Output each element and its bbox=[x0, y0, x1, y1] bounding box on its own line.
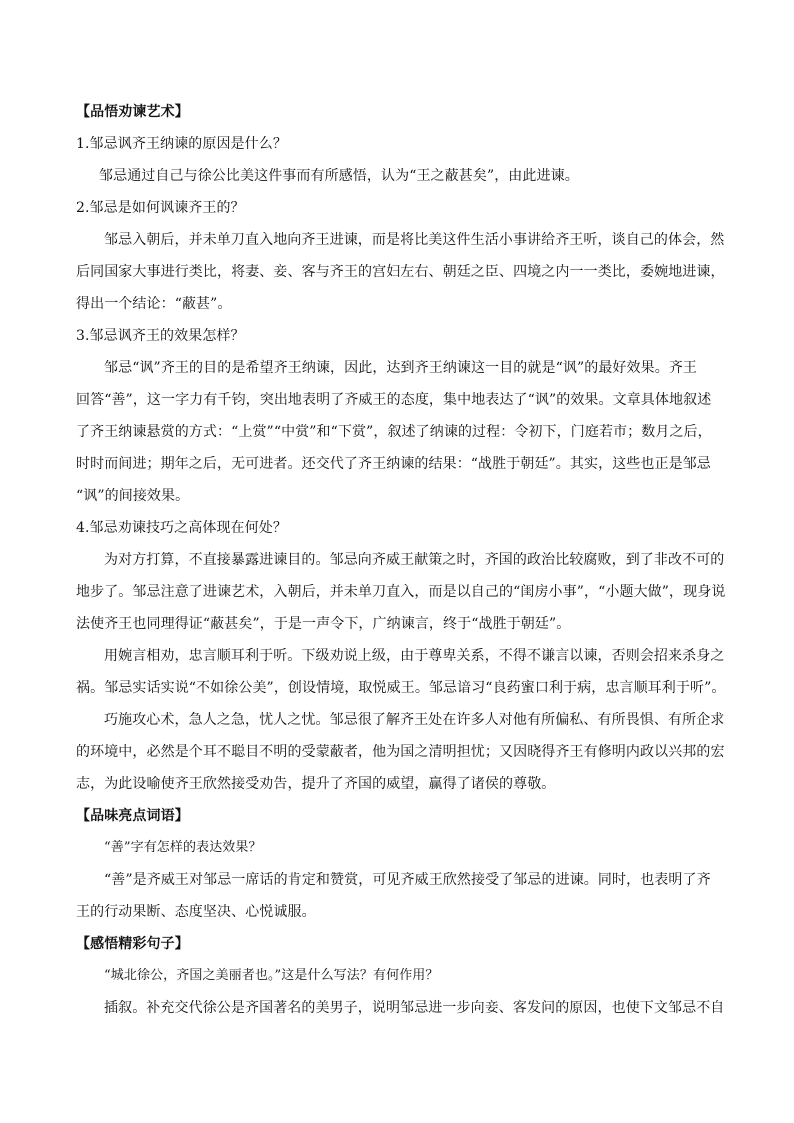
answer-4-para-1-line-3: 法使齐王也同理得证“蔽甚矣”，于是一声令下，广纳谏言，终于“战胜于朝廷”。 bbox=[76, 616, 571, 632]
answer-3-line-5: “讽”的间接效果。 bbox=[76, 488, 190, 504]
answer-sentence-line-1: 插叙。补充交代徐公是齐国著名的美男子，说明邹忌进一步向妾、客发问的原因，也使下文邹忌不自 bbox=[104, 1000, 725, 1016]
answer-4-para-3-line-1: 巧施攻心术，急人之急，忧人之忧。邹忌很了解齐王处在许多人对他有所偏私、有所畏惧、有所企求 bbox=[104, 712, 725, 728]
answer-4-para-2-line-1: 用婉言相劝，忠言顺耳利于听。下级劝说上级，由于尊卑关系，不得不谦言以谏，否则会招来杀身之 bbox=[104, 648, 725, 664]
answer-3-line-1: 邹忌“讽”齐王的目的是希望齐王纳谏，因此，达到齐王纳谏这一目的就是“讽”的最好效果。齐王 bbox=[104, 360, 698, 376]
question-1: 1.邹忌讽齐王纳谏的原因是什么？ bbox=[76, 136, 287, 152]
answer-3-line-4: 时时而间进；期年之后，无可进者。还交代了齐王纳谏的结果：“战胜于朝廷”。其实，这些也正是邹忌 bbox=[76, 456, 711, 472]
answer-2-line-1: 邹忌入朝后，并未单刀直入地向齐王进谏，而是将比美这件生活小事讲给齐王听，谈自己的体会，然 bbox=[104, 232, 725, 248]
answer-4-para-2-line-2: 祸。邹忌实话实说“不如徐公美”，创设情境，取悦威王。邹忌谙习“良药蜜口利于病，忠言顺耳利于听”。 bbox=[76, 680, 726, 696]
answer-shan-line-2: 王的行动果断、态度坚决、心悦诚服。 bbox=[76, 904, 316, 920]
answer-4-para-1-line-2: 地步了。邹忌注意了进谏艺术，入朝后，并未单刀直入，而是以自己的“闺房小事”，“小题大做”，现身说 bbox=[76, 584, 726, 600]
question-sentence: “城北徐公，齐国之美丽者也。”这是什么写法？有何作用？ bbox=[104, 968, 439, 983]
answer-4-para-3-line-2: 的环境中，必然是个耳不聪目不明的受蒙蔽者，他为国之清明担忧；又因晓得齐王有修明内政以兴邦的宏 bbox=[76, 744, 725, 760]
answer-3-line-3: 了齐王纳谏悬赏的方式：“上赏”“中赏”和“下赏”，叙述了纳谏的过程：令初下，门庭若市；数月之后， bbox=[76, 424, 712, 440]
question-shan: “善”字有怎样的表达效果？ bbox=[104, 840, 262, 855]
section-heading-advice-art: 【品悟劝谏艺术】 bbox=[76, 104, 189, 120]
answer-3-line-2: 回答“善”，这一字力有千钧，突出地表明了齐威王的态度，集中地表达了“讽”的效果。文章具体地叙述 bbox=[76, 392, 712, 408]
answer-4-para-3-line-3: 志，为此设喻使齐王欣然接受劝告，提升了齐国的威望，赢得了诸侯的尊敬。 bbox=[76, 776, 556, 792]
question-2: 2.邹忌是如何讽谏齐王的？ bbox=[76, 200, 245, 216]
question-3: 3.邹忌讽齐王的效果怎样？ bbox=[76, 328, 245, 344]
answer-shan-line-1: “善”是齐威王对邹忌一席话的肯定和赞赏，可见齐威王欣然接受了邹忌的进谏。同时，也表明了齐 bbox=[104, 872, 711, 888]
section-heading-sentences: 【感悟精彩句子】 bbox=[76, 936, 189, 952]
section-heading-highlight-words: 【品味亮点词语】 bbox=[76, 808, 189, 824]
answer-4-para-1-line-1: 为对方打算，不直接暴露进谏目的。邹忌向齐威王献策之时，齐国的政治比较腐败，到了非改不可的 bbox=[104, 552, 725, 568]
answer-1-line-1: 邹忌通过自己与徐公比美这件事而有所感悟，认为“王之蔽甚矣”，由此进谏。 bbox=[99, 168, 579, 184]
answer-2-line-2: 后同国家大事进行类比，将妻、妾、客与齐王的宫妇左右、朝廷之臣、四境之内一一类比，委婉地进谏， bbox=[76, 264, 725, 280]
answer-2-line-3: 得出一个结论：“蔽甚”。 bbox=[76, 296, 232, 312]
question-4: 4.邹忌劝谏技巧之高体现在何处？ bbox=[76, 520, 287, 536]
